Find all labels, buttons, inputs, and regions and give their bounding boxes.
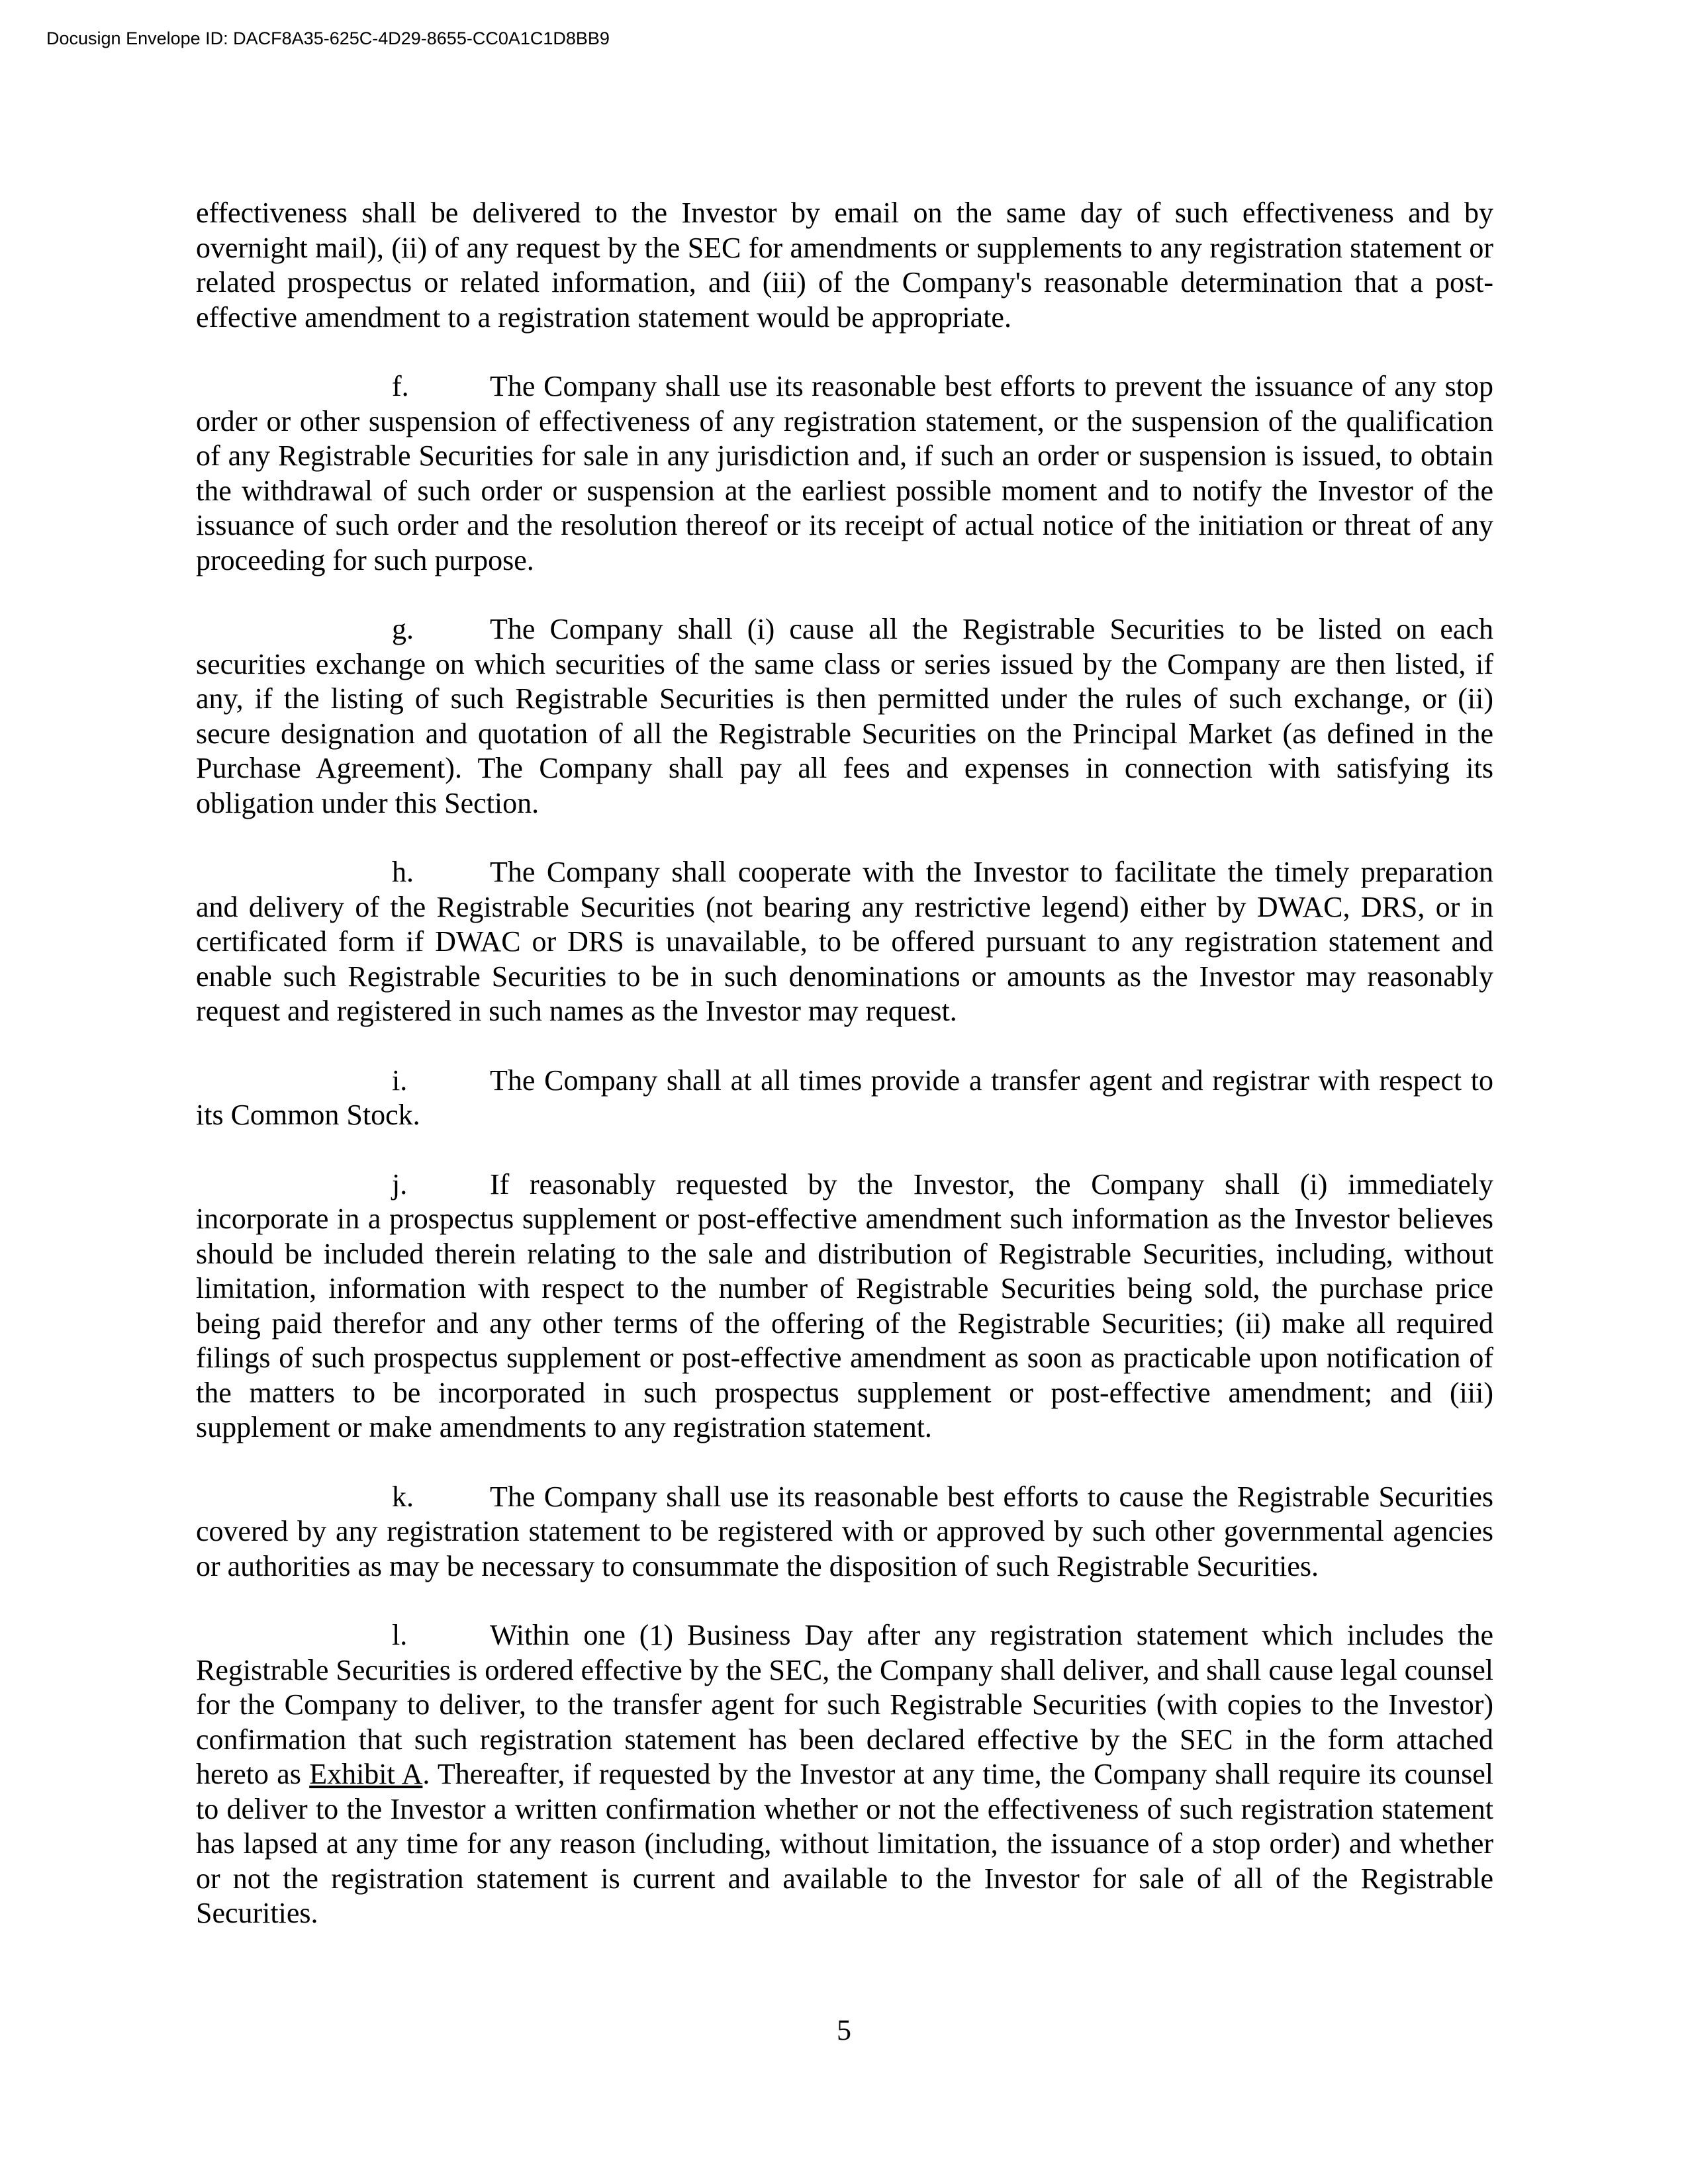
paragraph-marker: k. bbox=[392, 1480, 414, 1513]
exhibit-a-reference: Exhibit A bbox=[309, 1758, 423, 1790]
docusign-envelope-id: Docusign Envelope ID: DACF8A35-625C-4D29-8655-CC0A1C1D8BB9 bbox=[46, 28, 610, 48]
paragraph-k bbox=[196, 1480, 1493, 1584]
paragraph-marker: j. bbox=[392, 1167, 408, 1201]
paragraph-continuation: effectiveness shall be delivered to the Investor by email on the same day of such effectiveness and by overnight mail), (ii) of any request by the SEC for amendments or supplements to any registration statement or related prospectus or related information, and (iii) of the Company's reasonable determination that a post-effective amendment to a registration statement would be appropriate. bbox=[196, 197, 1493, 334]
paragraph-marker: f. bbox=[392, 370, 409, 402]
paragraph-text: The Company shall use its reasonable best efforts to prevent the issuance of any stop order or other suspension of effectiveness of any registration statement, or the suspension of the qualification of any Registrable Securities for sale in any jurisdiction and, if such an order or suspension is issued, to obtain the withdrawal of such order or suspension at the earliest possible moment and to notify the Investor of the issuance of such order and the resolution thereof or its receipt of actual notice of the initiation or threat of any proceeding for such purpose. bbox=[196, 370, 1493, 576]
paragraph-marker: i. bbox=[392, 1064, 408, 1097]
paragraph-text-a: Within one (1) Business Day after any registration statement which includes the Registrable Securities is ordered effective by the SEC, the Company shall deliver, and shall cause legal counsel for the Company to deliver, to the transfer agent for such Registrable Securities (with copies to the Investor) confirmation that such registration statement has been declared effective by the SEC in the form attached hereto as bbox=[196, 1619, 1493, 1790]
paragraph-h bbox=[196, 855, 1493, 1029]
paragraph-marker: h. bbox=[392, 856, 414, 888]
paragraph-j bbox=[196, 1167, 1493, 1445]
paragraph-marker: l. bbox=[392, 1619, 408, 1651]
paragraph-i bbox=[196, 1064, 1493, 1133]
paragraph-text-b: . Thereafter, if requested by the Investor at any time, the Company shall require its counsel to deliver to the Investor a written confirmation whether or not the effectiveness of such registration statement has lapsed at any time for any reason (including, without limitation, the issuance of a stop order) and whether or not the registration statement is current and available to the Investor for sale of all of the Registrable Securities. bbox=[196, 1758, 1493, 1929]
document-body bbox=[196, 196, 1493, 1966]
paragraph-marker: g. bbox=[392, 613, 414, 645]
paragraph-text: If reasonably requested by the Investor, the Company shall (i) immediately incorporate in a prospectus supplement or post-effective amendment such information as the Investor believes should be included therein relating to the sale and distribution of Registrable Securities, including, without limitation, information with respect to the number of Registrable Securities being sold, the purchase price being paid therefor and any other terms of the offering of the Registrable Securities; (ii) make all required filings of such prospectus supplement or post-effective amendment as soon as practicable upon notification of the matters to be incorporated in such prospectus supplement or post-effective amendment; and (iii) supplement or make amendments to any registration statement. bbox=[196, 1167, 1493, 1443]
paragraph-text: The Company shall use its reasonable best efforts to cause the Registrable Securities covered by any registration statement to be registered with or approved by such other governmental agencies or authorities as may be necessary to consummate the disposition of such Registrable Securities. bbox=[196, 1480, 1493, 1582]
paragraph-f bbox=[196, 369, 1493, 578]
paragraph-text: The Company shall at all times provide a transfer agent and registrar with respect to its Common Stock. bbox=[196, 1064, 1493, 1131]
paragraph-l bbox=[196, 1618, 1493, 1931]
paragraph-text: The Company shall (i) cause all the Registrable Securities to be listed on each securities exchange on which securities of the same class or series issued by the Company are then listed, if any, if the listing of such Registrable Securities is then permitted under the rules of such exchange, or (ii) secure designation and quotation of all the Registrable Securities on the Principal Market (as defined in the Purchase Agreement). The Company shall pay all fees and expenses in connection with satisfying its obligation under this Section. bbox=[196, 613, 1493, 819]
paragraph-text: The Company shall cooperate with the Investor to facilitate the timely preparation and delivery of the Registrable Securities (not bearing any restrictive legend) either by DWAC, DRS, or in certificated form if DWAC or DRS is unavailable, to be offered pursuant to any registration statement and enable such Registrable Securities to be in such denominations or amounts as the Investor may reasonably request and registered in such names as the Investor may request. bbox=[196, 856, 1493, 1027]
page-number: 5 bbox=[837, 2014, 851, 2046]
paragraph-g bbox=[196, 612, 1493, 821]
